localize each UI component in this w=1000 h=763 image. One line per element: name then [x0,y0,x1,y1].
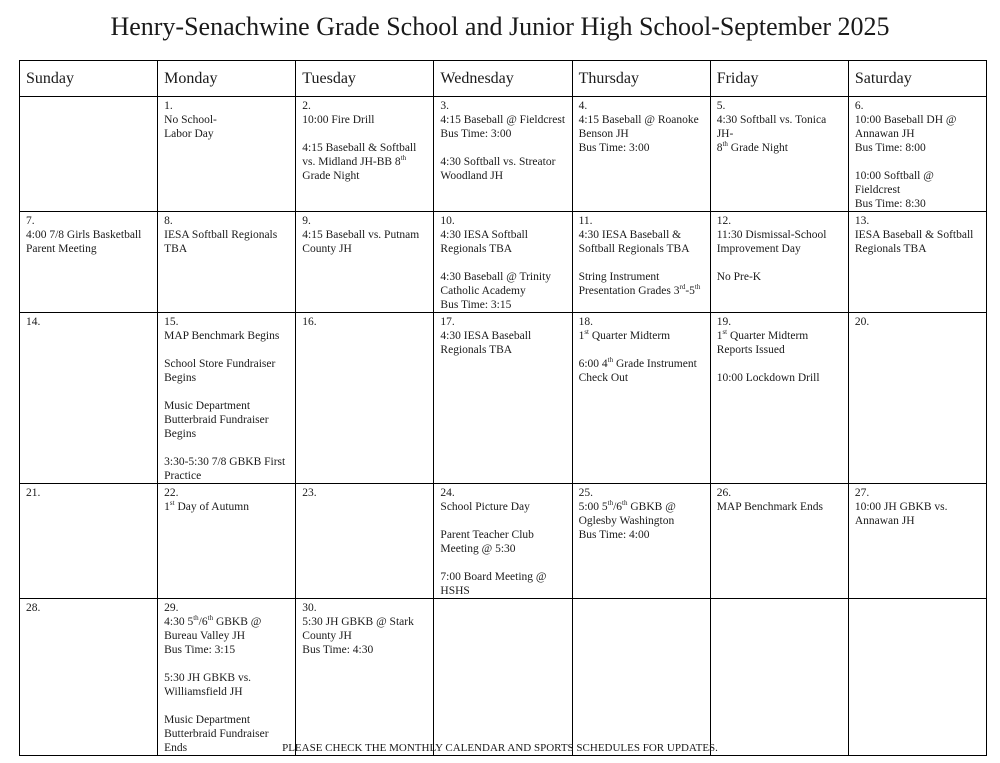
event-entry: 4:30 IESA Baseball & Softball Regionals TBA [578,229,690,255]
calendar-title: Henry-Senachwine Grade School and Junior High School-September 2025 [110,12,890,41]
day-cell [710,212,848,313]
day-cell [158,212,296,313]
day-cell [434,97,572,212]
day-cell [158,97,296,212]
ordinal-superscript: th [722,140,728,149]
day-number: 18. [578,316,593,328]
day-cell [158,313,296,484]
day-number: 22. [164,487,179,499]
day-number: 15. [164,316,179,328]
day-cell [710,599,848,756]
day-cell [572,484,710,599]
calendar-grid [19,60,987,756]
day-number: 26. [716,487,732,499]
event-entry: 7:00 Board Meeting @ HSHS [440,571,547,597]
day-cell [710,484,848,599]
event-entry: School Store Fundraiser Begins [164,358,276,384]
event-entry: 4:30 Softball vs. Streator Woodland JH [440,156,556,182]
event-entry: 1st Quarter Midterm Reports Issued [716,328,809,356]
event-entry: No Pre-K [716,271,762,283]
event-entry: Parent Teacher Club Meeting @ 5:30 [440,529,534,555]
day-cell [158,484,296,599]
day-number: 11. [578,215,593,227]
day-cell [296,599,434,756]
event-entry: MAP Benchmark Ends [716,501,823,513]
day-number: 1. [164,100,173,112]
ordinal-superscript: th [400,154,407,163]
day-number: 4. [578,100,588,112]
day-cell [710,97,848,212]
week-row [20,599,987,756]
day-number: 16. [302,316,317,328]
ordinal-superscript: rd [679,283,686,292]
day-cell [572,97,710,212]
day-number: 28. [26,602,41,614]
day-cell [20,599,158,756]
event-entry: 4:30 5th/6th GBKB @ Bureau Valley JH Bus Time: 3:15 [164,614,262,656]
day-number: 25. [578,487,593,499]
ordinal-superscript: th [694,283,701,292]
event-entry: 3:30-5:30 7/8 GBKB First Practice [164,456,286,482]
ordinal-superscript: th [193,614,199,623]
day-number: 10. [440,215,455,227]
day-number: 5. [716,100,726,112]
event-entry: 10:00 JH GBKB vs. Annawan JH [854,501,948,527]
ordinal-superscript: th [607,499,614,508]
event-entry: String Instrument Presentation Grades 3rd-5th [578,271,701,297]
ordinal-superscript: th [622,499,628,508]
event-entry: School Picture Day [440,501,530,513]
day-number: 14. [26,316,41,328]
day-cell [20,212,158,313]
weekday-header-row [20,61,987,97]
event-entry: 4:30 IESA Baseball Regionals TBA [440,330,532,356]
ordinal-superscript: th [607,356,614,365]
day-cell [20,484,158,599]
event-entry: IESA Softball Regionals TBA [164,229,278,255]
day-number: 30. [302,602,317,614]
event-entry: 11:30 Dismissal-School Improvement Day [716,229,827,255]
event-entry: 1st Day of Autumn [164,499,249,513]
day-cell [848,599,986,756]
event-entry: 10:00 Lockdown Drill [716,372,820,384]
day-cell [296,97,434,212]
event-entry: No School- Labor Day [164,114,217,140]
week-row [20,313,987,484]
day-cell [572,313,710,484]
week-row [20,97,987,212]
day-number: 17. [440,316,455,328]
day-number: 12. [716,215,732,227]
day-cell [158,599,296,756]
day-cell [434,212,572,313]
day-cell [572,212,710,313]
day-cell [848,313,986,484]
day-cell [710,313,848,484]
ordinal-superscript: st [584,328,589,337]
day-cell [20,313,158,484]
weekday-header: Monday [158,61,296,97]
day-cell [296,484,434,599]
event-entry: Music Department Butterbraid Fundraiser Ends [164,714,269,754]
event-entry: 5:30 JH GBKB @ Stark County JH Bus Time: 4:30 [302,616,414,656]
day-cell [20,97,158,212]
day-cell [434,599,572,756]
weekday-header: Thursday [572,61,710,97]
event-entry: MAP Benchmark Begins [164,330,280,342]
day-cell [572,599,710,756]
day-number: 20. [854,316,870,328]
day-number: 2. [302,100,311,112]
day-number: 29. [164,602,179,614]
event-entry: 4:15 Baseball & Softball vs. Midland JH-BB 8th Grade Night [302,142,417,182]
event-entry: 4:30 Baseball @ Trinity Catholic Academy Bus Time: 3:15 [440,271,552,311]
day-number: 13. [854,215,870,227]
event-entry: Music Department Butterbraid Fundraiser Begins [164,400,269,440]
event-entry: 4:30 Softball vs. Tonica JH- 8th Grade Night [716,114,827,154]
event-entry: 10:00 Softball @ Fieldcrest Bus Time: 8:30 [854,170,934,210]
event-entry: 4:30 IESA Softball Regionals TBA [440,229,528,255]
day-number: 3. [440,100,450,112]
day-number: 21. [26,487,41,499]
week-row [20,484,987,599]
ordinal-superscript: st [169,499,175,508]
day-cell [848,484,986,599]
ordinal-superscript: th [207,614,214,623]
day-number: 9. [302,215,311,227]
day-number: 19. [716,316,732,328]
day-cell [434,484,572,599]
event-entry: 4:15 Baseball @ Roanoke Benson JH Bus Time: 3:00 [578,114,699,154]
event-entry: 4:00 7/8 Girls Basketball Parent Meeting [26,229,142,255]
day-cell [848,212,986,313]
day-cell [296,212,434,313]
footer-note: PLEASE CHECK THE MONTHLY CALENDAR AND SPORTS SCHEDULES FOR UPDATES. [282,742,718,754]
event-entry: 6:00 4th Grade Instrument Check Out [578,356,697,384]
event-entry: 5:00 5th/6th GBKB @ Oglesby Washington Bus Time: 4:00 [578,499,676,541]
day-number: 27. [854,487,870,499]
week-row [20,212,987,313]
weekday-header: Saturday [848,61,986,97]
day-cell [848,97,986,212]
day-number: 8. [164,215,173,227]
day-number: 24. [440,487,455,499]
weekday-header: Friday [710,61,848,97]
day-number: 23. [302,487,317,499]
event-entry: 1st Quarter Midterm [578,328,671,342]
weekday-header: Tuesday [296,61,434,97]
event-entry: 5:30 JH GBKB vs. Williamsfield JH [164,672,252,698]
event-entry: IESA Baseball & Softball Regionals TBA [854,229,974,255]
event-entry: 4:15 Baseball @ Fieldcrest Bus Time: 3:00 [440,114,566,140]
day-number: 7. [26,215,35,227]
day-cell [296,313,434,484]
day-cell [434,313,572,484]
event-entry: 4:15 Baseball vs. Putnam County JH [302,229,420,255]
event-entry: 10:00 Fire Drill [302,114,375,126]
ordinal-superscript: st [722,328,728,337]
day-number: 6. [854,100,864,112]
event-entry: 10:00 Baseball DH @ Annawan JH Bus Time: 8:00 [854,114,957,154]
weekday-header: Sunday [20,61,158,97]
weekday-header: Wednesday [434,61,572,97]
